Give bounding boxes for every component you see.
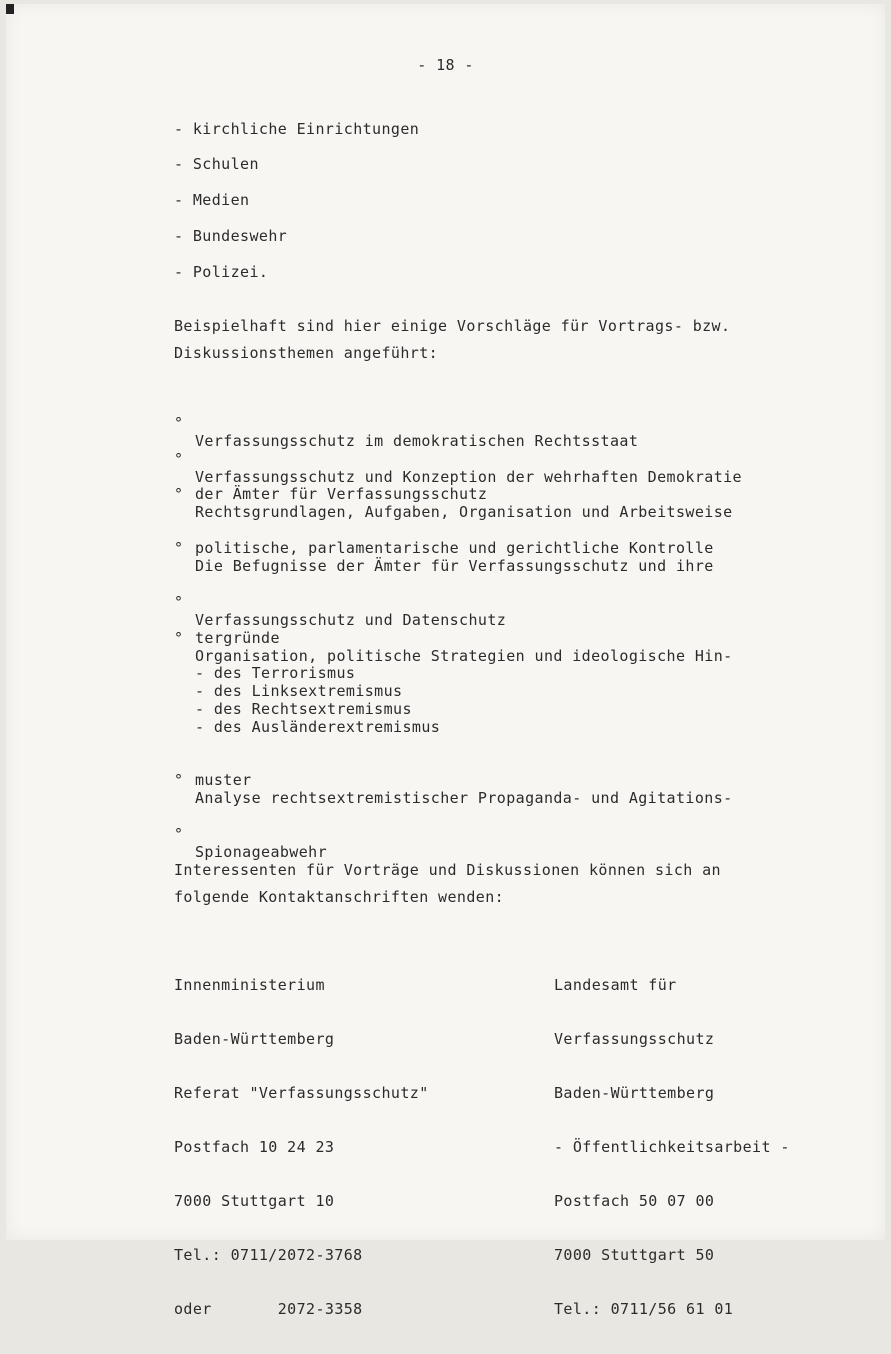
topic-text: Verfassungsschutz und Datenschutz bbox=[195, 611, 507, 629]
document-page bbox=[6, 4, 885, 1318]
contact-line: 7000 Stuttgart 10 bbox=[174, 1192, 335, 1210]
topic-text: Verfassungsschutz und Konzeption der wehrhaften Demokratie bbox=[195, 468, 742, 486]
page-number: - 18 - bbox=[417, 56, 474, 74]
sub-item: - des Terrorismus bbox=[195, 664, 356, 682]
bullet-symbol: ° bbox=[174, 450, 184, 468]
intro-line-2: Diskussionsthemen angeführt: bbox=[174, 344, 439, 362]
sub-item: - des Rechtsextremismus bbox=[195, 700, 412, 718]
topic-text: Rechtsgrundlagen, Aufgaben, Organisation und Arbeitsweise bbox=[195, 503, 733, 521]
contact-line: Postfach 10 24 23 bbox=[174, 1138, 335, 1156]
contact-address-ministry bbox=[174, 940, 429, 1354]
contact-line: Landesamt für bbox=[554, 976, 677, 994]
list-item: - Medien bbox=[174, 191, 249, 209]
scan-corner-mark bbox=[6, 4, 14, 14]
list-item: - kirchliche Einrichtungen bbox=[174, 120, 419, 138]
outro-line-1: Interessenten für Vorträge und Diskussionen können sich an bbox=[174, 861, 721, 879]
contact-line: Tel.: 0711/2072-3768 bbox=[174, 1246, 363, 1264]
bullet-symbol: ° bbox=[174, 629, 184, 647]
outro-line-2: folgende Kontaktanschriften wenden: bbox=[174, 888, 505, 906]
topic-text: Organisation, politische Strategien und ideologische Hin- bbox=[195, 647, 733, 665]
sub-item: - des Ausländerextremismus bbox=[195, 718, 441, 736]
contact-line: 7000 Stuttgart 50 bbox=[554, 1246, 715, 1264]
contact-line: Tel.: 0711/56 61 01 bbox=[554, 1300, 734, 1318]
contact-line: Referat "Verfassungsschutz" bbox=[174, 1084, 429, 1102]
bullet-symbol: ° bbox=[174, 539, 184, 557]
contact-address-landesamt bbox=[554, 940, 790, 1354]
contact-line: Innenministerium bbox=[174, 976, 325, 994]
topic-text-continued: tergründe bbox=[195, 629, 280, 647]
bullet-symbol: ° bbox=[174, 593, 184, 611]
sub-item: - des Linksextremismus bbox=[195, 682, 403, 700]
contact-line: Baden-Württemberg bbox=[174, 1030, 335, 1048]
list-item: - Schulen bbox=[174, 155, 259, 173]
contact-line: oder 2072-3358 bbox=[174, 1300, 363, 1318]
intro-line-1: Beispielhaft sind hier einige Vorschläge für Vortrags- bzw. bbox=[174, 317, 731, 335]
topic-text-continued: der Ämter für Verfassungsschutz bbox=[195, 485, 488, 503]
list-item: - Polizei. bbox=[174, 263, 268, 281]
bullet-symbol: ° bbox=[174, 414, 184, 432]
list-item: - Bundeswehr bbox=[174, 227, 287, 245]
bullet-symbol: ° bbox=[174, 485, 184, 503]
contact-line: Verfassungsschutz bbox=[554, 1030, 715, 1048]
bullet-symbol: ° bbox=[174, 771, 184, 789]
contact-line: - Öffentlichkeitsarbeit - bbox=[554, 1138, 790, 1156]
contact-line: Postfach 50 07 00 bbox=[554, 1192, 715, 1210]
bullet-symbol: ° bbox=[174, 825, 184, 843]
topic-text: Verfassungsschutz im demokratischen Rechtsstaat bbox=[195, 432, 639, 450]
topic-text-continued: muster bbox=[195, 771, 252, 789]
topic-text-continued: politische, parlamentarische und gerichtliche Kontrolle bbox=[195, 539, 714, 557]
contact-line: Baden-Württemberg bbox=[554, 1084, 715, 1102]
topic-text: Spionageabwehr bbox=[195, 843, 328, 861]
topic-text: Analyse rechtsextremistischer Propaganda- und Agitations- bbox=[195, 789, 733, 807]
topic-text: Die Befugnisse der Ämter für Verfassungsschutz und ihre bbox=[195, 557, 714, 575]
